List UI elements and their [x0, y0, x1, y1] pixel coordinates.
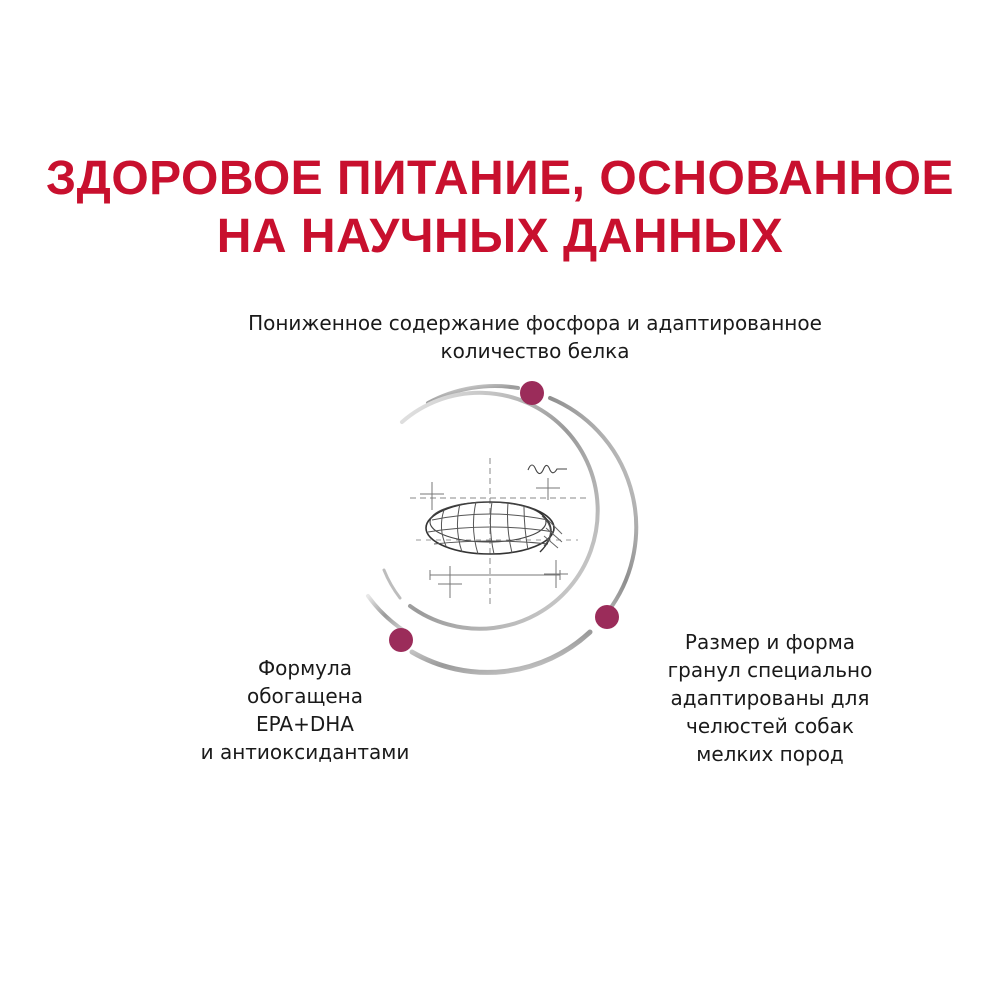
feature-top-line-2: количество белка	[440, 339, 630, 363]
feature-left-line-2: обогащена	[246, 684, 364, 708]
headline	[0, 150, 1000, 266]
dot-left	[389, 628, 413, 652]
feature-left-line-1: Формула	[257, 656, 353, 680]
feature-left-line-4: и антиоксидантами	[200, 740, 410, 764]
dot-right	[595, 605, 619, 629]
headline-line-2: НА НАУЧНЫХ ДАННЫХ	[216, 210, 784, 264]
inner-ring-arc	[402, 393, 598, 629]
kibble-diagram	[350, 370, 650, 680]
feature-right-line-4: челюстей собак	[686, 714, 854, 738]
feature-right-line-5: мелких пород	[696, 742, 844, 766]
feature-right-line-2: гранул специально	[667, 658, 873, 682]
feature-left-line-3: EPA+DHA	[256, 712, 354, 736]
feature-kibble-size	[610, 628, 930, 768]
inner-ring-arc-lower	[384, 570, 400, 598]
feature-phosphorus-protein	[180, 309, 890, 365]
kibble-sketch-icon	[410, 458, 590, 608]
feature-epa-dha	[160, 654, 450, 766]
feature-right-line-1: Размер и форма	[684, 630, 856, 654]
headline-line-1: ЗДОРОВОЕ ПИТАНИЕ, ОСНОВАННОЕ	[46, 152, 954, 206]
outer-ring-arc-bottom	[368, 596, 406, 632]
feature-right-line-3: адаптированы для	[670, 686, 870, 710]
feature-top-line-1: Пониженное содержание фосфора и адаптированное	[248, 311, 822, 335]
dot-top	[520, 381, 544, 405]
